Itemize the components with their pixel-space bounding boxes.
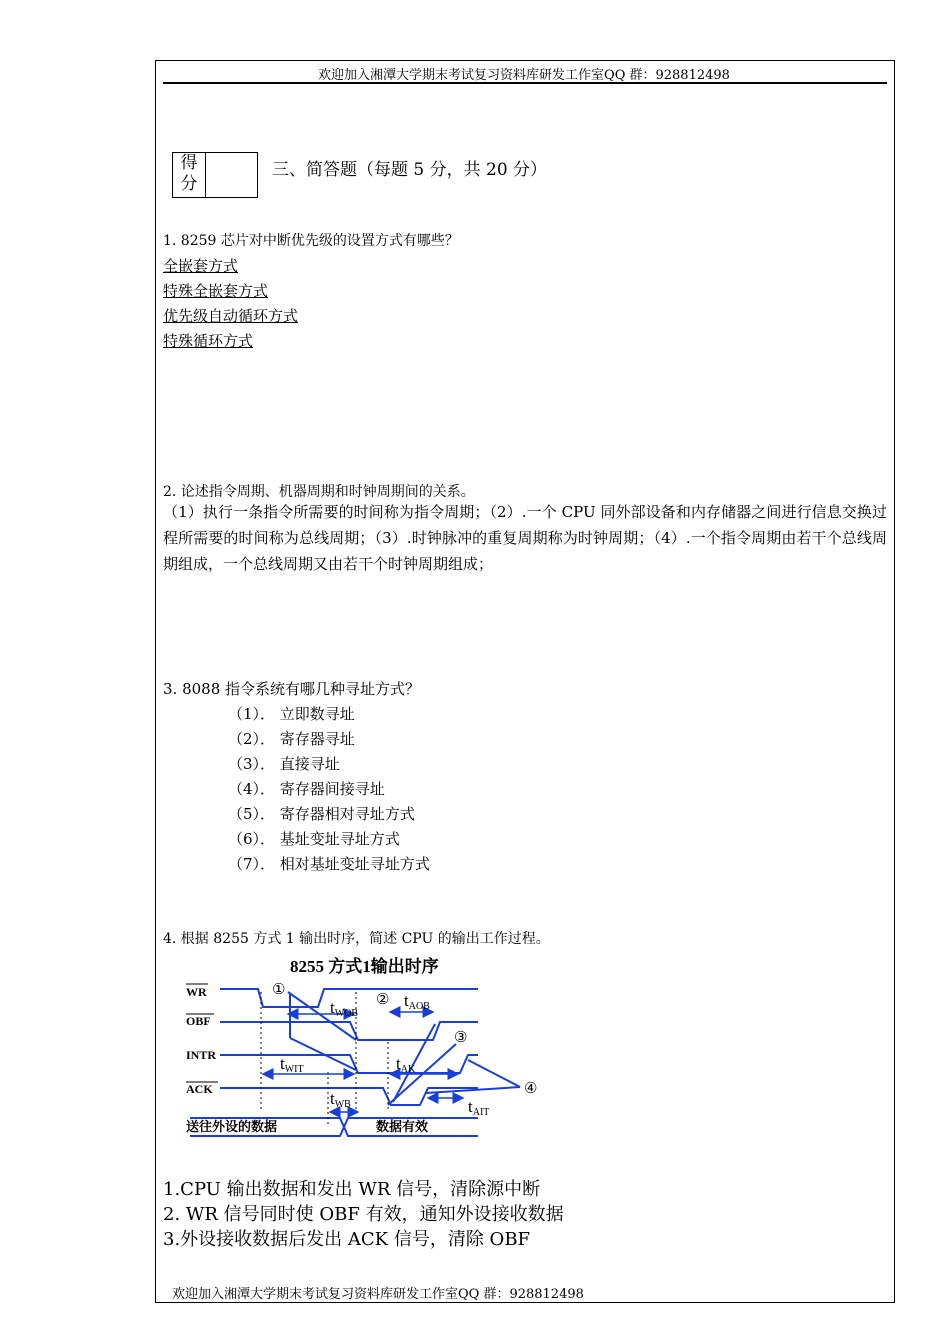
section-title: 三、简答题（每题 5 分，共 20 分） (272, 160, 548, 180)
timing-label: tAIT (468, 1097, 490, 1118)
answer-3-item: （1）． 立即数寻址 (228, 705, 355, 723)
diagram-title: 8255 方式1输出时序 (290, 957, 439, 976)
answer-3-item: （3）． 直接寻址 (228, 755, 340, 773)
timing-label: tWOB (330, 998, 359, 1019)
answer-2: （1）执行一条指令所需要的时间称为指令周期；（2）.一个 CPU 同外部设备和内存储器之间进行信息交换过程所需要的时间称为总线周期；（3）.时钟脉冲的重复周期称为时钟周期；（4）.一个指令周期由若干个总线周期组成，一个总线周期又由若干个时钟周期组成； (163, 503, 887, 573)
timing-diagram (178, 952, 558, 1147)
header-rule (163, 82, 887, 84)
answer-4-step: 3.外设接收数据后发出 ACK 信号，清除 OBF (163, 1229, 531, 1250)
answer-1-item: 特殊循环方式 (163, 332, 254, 350)
page-header: 欢迎加入湘潭大学期末考试复习资料库研发工作室QQ 群：928812498 (318, 68, 730, 83)
marker-4: ④ (524, 1081, 538, 1097)
answer-1-item: 全嵌套方式 (163, 257, 239, 275)
answer-3-item: （5）． 寄存器相对寻址方式 (228, 805, 415, 823)
question-4: 4. 根据 8255 方式 1 输出时序，简述 CPU 的输出工作过程。 (163, 931, 550, 947)
question-3: 3. 8088 指令系统有哪几种寻址方式？ (163, 680, 421, 698)
timing-label: tAK (396, 1054, 416, 1075)
score-label: 得 分 (173, 153, 206, 197)
signal-obf: OBF (186, 1014, 211, 1028)
question-2: 2. 论述指令周期、机器周期和时钟周期间的关系。 (163, 484, 475, 500)
answer-3-item: （7）． 相对基址变址寻址方式 (228, 855, 430, 873)
signal-intr: INTR (186, 1048, 217, 1062)
timing-label: tWB (330, 1089, 351, 1110)
data-valid-label: 数据有效 (376, 1119, 429, 1134)
question-1: 1. 8259 芯片对中断优先级的设置方式有哪些？ (163, 233, 459, 249)
signal-data: 送往外设的数据 (186, 1119, 278, 1134)
timing-label: tAOB (404, 991, 430, 1012)
marker-1: ① (272, 982, 286, 998)
signal-ack: ACK (186, 1082, 213, 1096)
score-box (172, 152, 258, 198)
answer-3-item: （6）． 基址变址寻址方式 (228, 830, 400, 848)
signal-wr: WR (186, 985, 207, 999)
answer-4-step: 2. WR 信号同时使 OBF 有效，通知外设接收数据 (163, 1204, 564, 1225)
timing-label: tWIT (280, 1054, 304, 1075)
marker-2: ② (376, 992, 390, 1008)
answer-1-item: 特殊全嵌套方式 (163, 282, 269, 300)
answer-1-item: 优先级自动循环方式 (163, 307, 299, 325)
answer-3-item: （2）． 寄存器寻址 (228, 730, 355, 748)
page-footer: 欢迎加入湘潭大学期末考试复习资料库研发工作室QQ 群：928812498 (172, 1287, 584, 1302)
answer-4-step: 1.CPU 输出数据和发出 WR 信号，清除源中断 (163, 1179, 541, 1200)
marker-3: ③ (454, 1030, 468, 1046)
answer-3-item: （4）． 寄存器间接寻址 (228, 780, 385, 798)
